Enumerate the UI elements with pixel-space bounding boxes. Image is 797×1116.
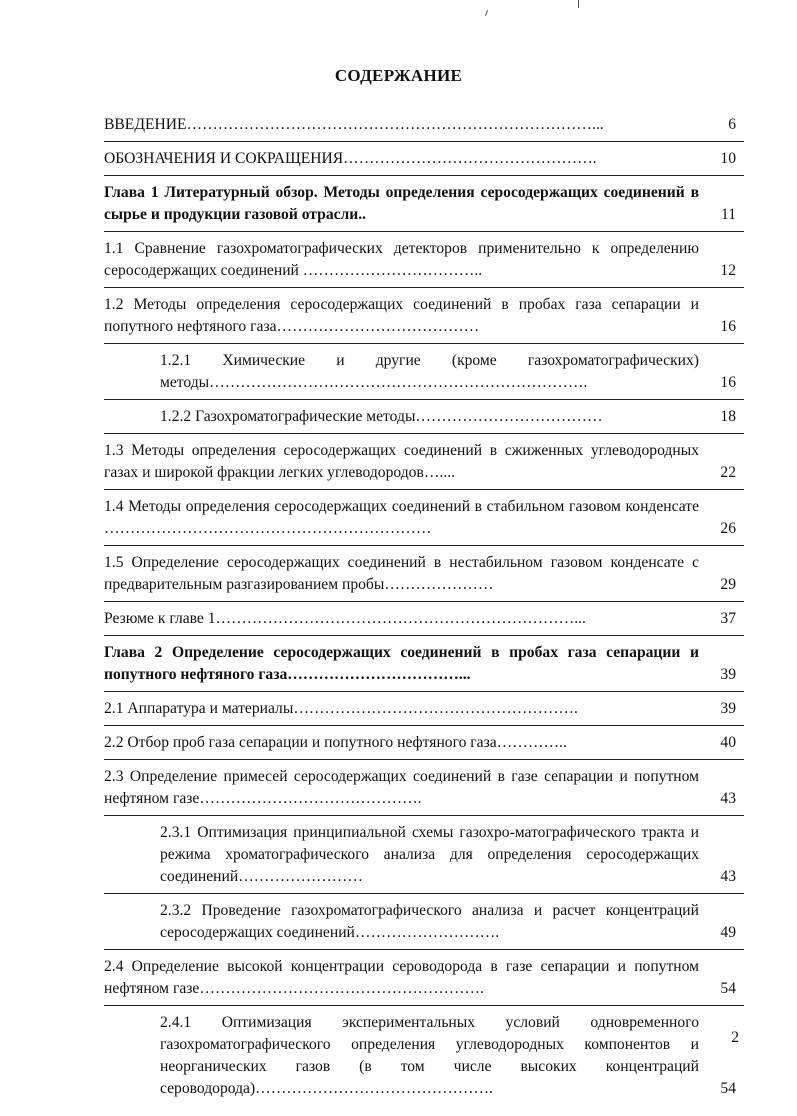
toc-entry-title: Глава 2 Определение серосодержащих соединений в пробах газа сепарации и попутного нефтяного газа……………………………... bbox=[104, 644, 699, 683]
toc-entry-title: ОБОЗНАЧЕНИЯ И СОКРАЩЕНИЯ…………………………………………. bbox=[104, 150, 597, 167]
table-of-contents bbox=[104, 108, 744, 1105]
toc-entry-title: 1.3 Методы определения серосодержащих соединений в сжиженных углеводородных газах и широкой фракции легких углеводородов….... bbox=[104, 442, 699, 481]
toc-entry[interactable] bbox=[104, 546, 744, 602]
toc-entry[interactable] bbox=[104, 602, 744, 636]
scan-mark bbox=[485, 10, 488, 16]
toc-entry-title: 2.3.2 Проведение газохроматографического анализа и расчет концентраций серосодержащих соединений………………………. bbox=[160, 902, 699, 941]
toc-entry-title: Глава 1 Литературный обзор. Методы определения серосодержащих соединений в сырье и продукции газовой отрасли.. bbox=[104, 184, 699, 223]
toc-entry-title: 1.4 Методы определения серосодержащих соединений в стабильном газовом конденсате ……………………………………………………… bbox=[104, 498, 699, 537]
toc-entry-page: 12 bbox=[720, 262, 736, 279]
toc-entry[interactable] bbox=[104, 760, 744, 816]
toc-entry-title: 1.2.2 Газохроматографические методы……………………………… bbox=[160, 408, 603, 425]
toc-entry-page: 54 bbox=[720, 1080, 736, 1097]
toc-entry-page: 26 bbox=[720, 520, 736, 537]
toc-entry[interactable] bbox=[104, 726, 744, 760]
toc-entry[interactable] bbox=[104, 950, 744, 1006]
toc-entry-page: 39 bbox=[720, 666, 736, 683]
toc-entry-title: 2.3.1 Оптимизация принципиальной схемы газохро-матографического тракта и режима хроматографического анализа для определения серосодержащих соединений…………………… bbox=[160, 824, 699, 885]
toc-entry-page: 43 bbox=[720, 790, 736, 807]
toc-entry-page: 37 bbox=[720, 610, 736, 627]
page-number: 2 bbox=[731, 1029, 739, 1046]
toc-entry-page: 11 bbox=[720, 206, 736, 223]
toc-entry-page: 16 bbox=[720, 318, 736, 335]
toc-entry-page: 49 bbox=[720, 924, 736, 941]
toc-entry-page: 22 bbox=[720, 464, 736, 481]
toc-subentry[interactable] bbox=[104, 894, 744, 950]
toc-entry[interactable] bbox=[104, 108, 744, 142]
toc-entry-title: 2.1 Аппаратура и материалы………………………………………………. bbox=[104, 700, 578, 717]
toc-entry-title: Резюме к главе 1……………………………………………………………... bbox=[104, 610, 586, 627]
toc-entry[interactable] bbox=[104, 142, 744, 176]
toc-entry[interactable] bbox=[104, 288, 744, 344]
toc-chapter[interactable] bbox=[104, 176, 744, 232]
toc-entry-title: 1.5 Определение серосодержащих соединений в нестабильном газовом конденсате с предварительным разгазированием пробы………………… bbox=[104, 554, 699, 593]
toc-entry-page: 29 bbox=[720, 576, 736, 593]
toc-entry-page: 16 bbox=[720, 374, 736, 391]
toc-entry-page: 10 bbox=[720, 150, 736, 167]
toc-entry[interactable] bbox=[104, 692, 744, 726]
toc-entry-title: 1.2.1 Химические и другие (кроме газохроматографических) методы………………………………………………………………. bbox=[160, 352, 699, 391]
toc-entry-title: ВВЕДЕНИЕ……………………………………………………………………... bbox=[104, 116, 604, 133]
toc-subentry[interactable] bbox=[104, 344, 744, 400]
toc-entry-title: 2.4.1 Оптимизация экспериментальных условий одновременного газохроматографического определения углеводородных компонентов и неорганических газов (в том числе высоких концентраций сероводорода)………………………………………. bbox=[160, 1014, 699, 1097]
toc-entry-title: 2.3 Определение примесей серосодержащих соединений в газе сепарации и попутном нефтяном газе……………………………………. bbox=[104, 768, 699, 807]
toc-subentry[interactable] bbox=[104, 1006, 744, 1105]
toc-entry-page: 39 bbox=[720, 700, 736, 717]
toc-entry-page: 54 bbox=[720, 980, 736, 997]
toc-entry[interactable] bbox=[104, 434, 744, 490]
toc-entry[interactable] bbox=[104, 232, 744, 288]
toc-entry-title: 2.4 Определение высокой концентрации сероводорода в газе сепарации и попутном нефтяном газе………………………………………………. bbox=[104, 958, 699, 997]
toc-entry-title: 1.2 Методы определения серосодержащих соединений в пробах газа сепарации и попутного нефтяного газа………………………………… bbox=[104, 296, 699, 335]
toc-entry-page: 40 bbox=[720, 734, 736, 751]
page-title: СОДЕРЖАНИЕ bbox=[334, 66, 463, 85]
scan-mark bbox=[578, 0, 579, 8]
toc-subentry[interactable] bbox=[104, 816, 744, 894]
toc-entry[interactable] bbox=[104, 490, 744, 546]
toc-entry-title: 2.2 Отбор проб газа сепарации и попутного нефтяного газа………….. bbox=[104, 734, 567, 751]
toc-entry-page: 6 bbox=[728, 116, 736, 133]
toc-entry-page: 43 bbox=[720, 868, 736, 885]
toc-subentry[interactable] bbox=[104, 400, 744, 434]
toc-entry-page: 18 bbox=[720, 408, 736, 425]
toc-chapter[interactable] bbox=[104, 636, 744, 692]
toc-entry-title: 1.1 Сравнение газохроматографических детекторов применительно к определению серосодержащих соединений …………………………….. bbox=[104, 240, 699, 279]
